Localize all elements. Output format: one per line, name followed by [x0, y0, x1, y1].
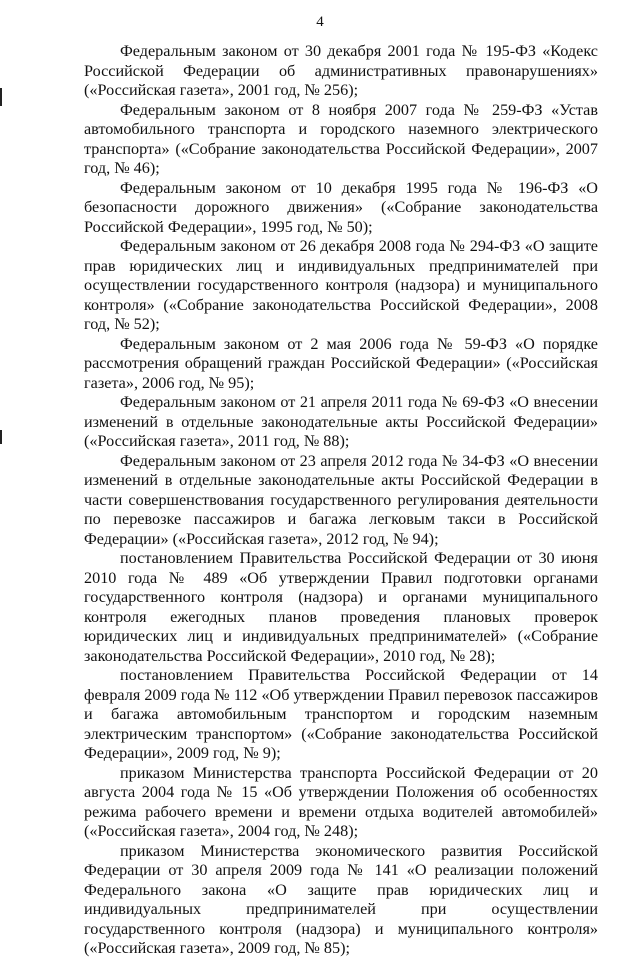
paragraph: Федеральным законом от 21 апреля 2011 года № 69-ФЗ «О внесении изменений в отдельные законодательные акты Российской Федерации» («Российская газета», 2011 год, № 88);: [84, 393, 598, 450]
paragraph: приказом Министерства транспорта Российской Федерации от 20 августа 2004 года № 15 «Об утверждении Положения об особенностях режима рабочего времени и времени отдыха водителей автомобилей» («Российская газета», 2004 год, № 248);: [84, 763, 598, 840]
paragraph: Федеральным законом от 30 декабря 2001 года № 195-ФЗ «Кодекс Российской Федерации об административных правонарушениях» («Российская газета», 2001 год, № 256);: [84, 42, 598, 99]
paragraph: Федеральным законом от 26 декабря 2008 года № 294-ФЗ «О защите прав юридических лиц и индивидуальных предпринимателей при осуществлении государственного контроля (надзора) и муниципального контроля» («Собрание законодательства Российской Федерации», 2008 год, № 52);: [84, 237, 598, 333]
scan-edge-mark: [0, 88, 2, 106]
paragraph: Федеральным законом от 10 декабря 1995 года № 196-ФЗ «О безопасности дорожного движения» («Собрание законодательства Российской Федерации», 1995 год, № 50);: [84, 178, 598, 236]
paragraph: постановлением Правительства Российской Федерации от 30 июня 2010 года № 489 «Об утверждении Правил подготовки органами государственного контроля (надзора) и органами муниципального контроля ежегодных планов проведения плановых проверок юридических лиц и индивидуальных предпринимателей» («Собрание законодательства Российской Федерации», 2010 год, № 28);: [84, 549, 598, 665]
paragraph: приказом Министерства экономического развития Российской Федерации от 30 апреля 2009 года № 141 «О реализации положений Федерального закона «О защите прав юридических лиц и индивидуальных предпринимателей при осуществлении государственного контроля (надзора) и муниципального контроля» («Российская газета», 2009 год, № 85);: [84, 841, 598, 957]
document-body: [84, 42, 598, 959]
page-number: 4: [316, 14, 324, 30]
scan-edge-mark: [0, 430, 2, 444]
paragraph: постановлением Правительства Российской Федерации от 14 февраля 2009 года № 112 «Об утверждении Правил перевозок пассажиров и багажа автомобильным транспортом и городским наземным электрическим транспортом» («Собрание законодательства Российской Федерации», 2009 год, № 9);: [84, 666, 598, 762]
paragraph: Федеральным законом от 2 мая 2006 года № 59-ФЗ «О порядке рассмотрения обращений граждан Российской Федерации» («Российская газета», 2006 год, № 95);: [84, 334, 598, 392]
paragraph: Федеральным законом от 23 апреля 2012 года № 34-ФЗ «О внесении изменений в отдельные законодательные акты Российской Федерации в части совершенствования государственного регулирования деятельности по перевозке пассажиров и багажа легковым такси в Российской Федерации» («Российская газета», 2012 год, № 94);: [84, 451, 598, 548]
paragraph: Федеральным законом от 8 ноября 2007 года № 259-ФЗ «Устав автомобильного транспорта и городского наземного электрического транспорта» («Собрание законодательства Российской Федерации», 2007 год, № 46);: [84, 100, 598, 177]
